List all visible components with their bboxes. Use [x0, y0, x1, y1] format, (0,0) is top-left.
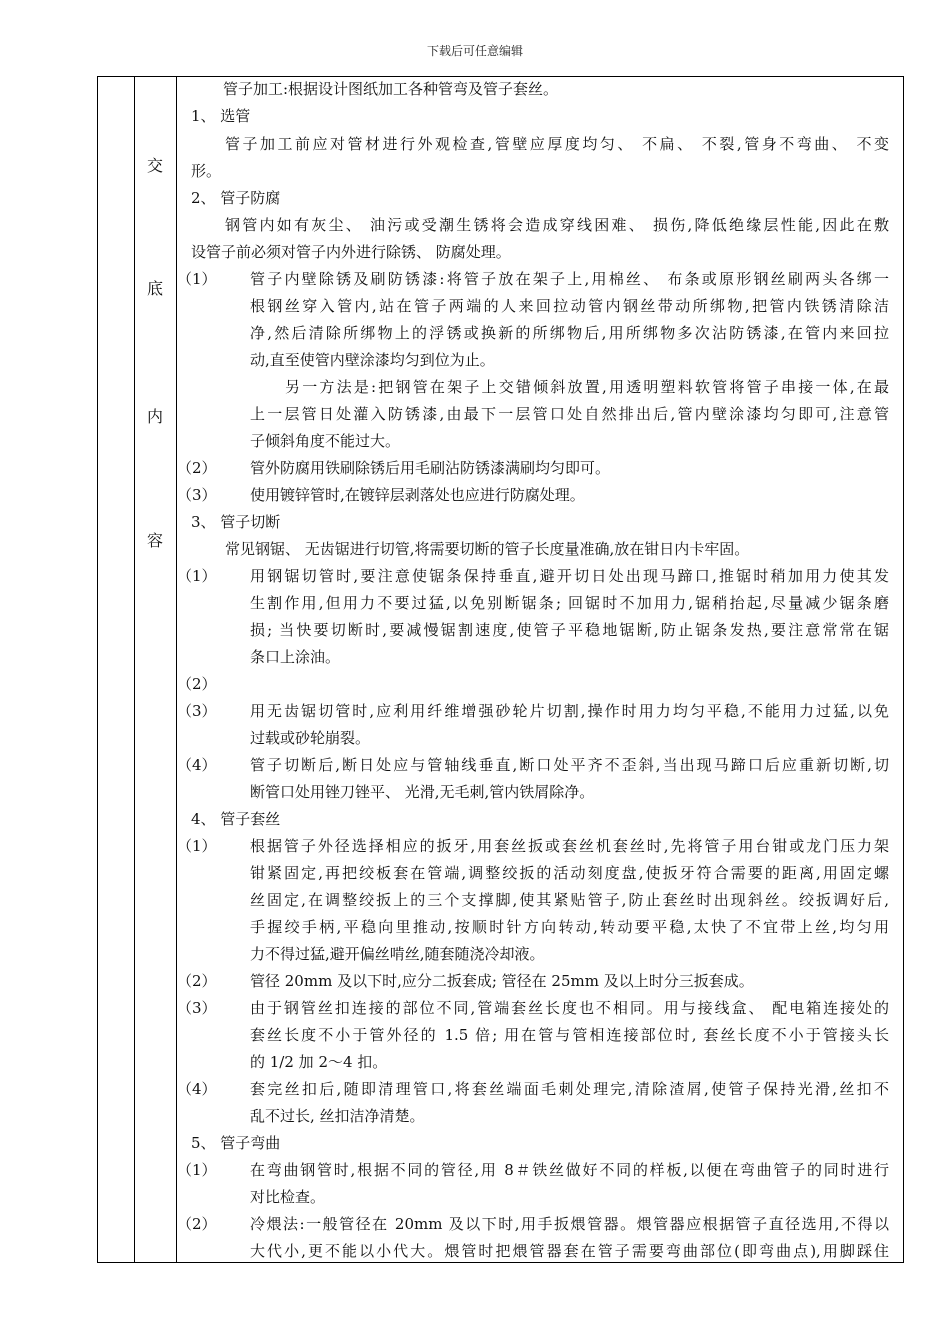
paragraph-line: 生割作用,但用力不要过猛,以免别断锯条; 回锯时不加用力,锯稍抬起,尽量减少锯条磨	[250, 594, 889, 612]
side-label-nei: 内	[146, 407, 163, 426]
section-heading: 5、 管子弯曲	[191, 1134, 281, 1152]
paragraph-line: 常见钢锯、 无齿锯进行切管,将需要切断的管子长度量准确,放在钳日内卡牢固。	[225, 540, 750, 558]
item-number: （3）	[177, 999, 217, 1017]
item-number: （2）	[177, 675, 217, 693]
paragraph-line: 管外防腐用铁刷除锈后用毛刷沾防锈漆满刷均匀即可。	[250, 459, 611, 477]
paragraph-line: 管子切断后,断日处应与管轴线垂直,断口处平齐不歪斜,当出现马蹄口后应重新切断,切	[250, 756, 889, 774]
section-heading: 4、 管子套丝	[191, 810, 281, 828]
paragraph-line: 钢管内如有灰尘、 油污或受潮生锈将会造成穿线困难、 损伤,降低绝缘层性能,因此在敷	[225, 216, 889, 234]
item-number: （1）	[177, 567, 217, 585]
item-number: （3）	[177, 486, 217, 504]
paragraph-line: 乱不过长, 丝扣洁净清楚。	[250, 1107, 425, 1125]
paragraph-line: 钳紧固定,再把绞板套在管端,调整绞扳的活动刻度盘,使扳牙符合需要的距离,用固定螺	[250, 864, 889, 882]
paragraph-line: 大代小,更不能以小代大。煨管时把煨管器套在管子需要弯曲部位(即弯曲点),用脚踩住	[250, 1242, 889, 1260]
side-label-di: 底	[146, 279, 163, 298]
section-heading: 3、 管子切断	[191, 513, 281, 531]
paragraph-line: 力不得过猛,避开偏丝啃丝,随套随浇冷却液。	[250, 945, 545, 963]
handover-table	[97, 76, 904, 1263]
item-number: （1）	[177, 837, 217, 855]
paragraph-line: 根据管子外径选择相应的扳牙,用套丝扳或套丝机套丝时,先将管子用台钳或龙门压力架	[250, 837, 889, 855]
item-number: （1）	[177, 270, 217, 288]
paragraph-line: 使用镀锌管时,在镀锌层剥落处也应进行防腐处理。	[250, 486, 585, 504]
item-number: （3）	[177, 702, 217, 720]
paragraph-line: 对比检查。	[250, 1188, 326, 1206]
table-divider-left	[134, 77, 135, 1262]
paragraph-line: 丝固定,在调整绞扳上的三个支撑脚,使其紧贴管子,防止套丝时出现斜丝。绞扳调好后,	[250, 891, 889, 909]
paragraph-line: 损; 当快要切断时,要减慢锯割速度,使管子平稳地锯断,防止锯条发热,要注意常常在锯	[250, 621, 889, 639]
paragraph-line: 条口上涂油。	[250, 648, 341, 666]
paragraph-line: 断管口处用锉刀锉平、 光滑,无毛刺,管内铁屑除净。	[250, 783, 595, 801]
paragraph-line: 净,然后清除所绑物上的浮锈或换新的所绑物后,用所绑物多次沾防锈漆,在管内来回拉	[250, 324, 889, 342]
paragraph-line: 在弯曲钢管时,根据不同的管径,用 8＃铁丝做好不同的样板,以便在弯曲管子的同时进行	[250, 1161, 889, 1179]
paragraph-line: 子倾斜角度不能过大。	[250, 432, 401, 450]
paragraph-line: 管径 20mm 及以下时,应分二扳套成; 管径在 25mm 及以上时分三扳套成。	[250, 972, 754, 990]
paragraph-line: 上一层管日处灌入防锈漆,由最下一层管口处自然排出后,管内壁涂漆均匀即可,注意管	[250, 405, 889, 423]
side-label-rong: 容	[146, 531, 163, 550]
paragraph-line: 过载或砂轮崩裂。	[250, 729, 371, 747]
paragraph-line: 冷煨法:一般管径在 20mm 及以下时,用手扳煨管器。煨管器应根据管子直径选用,不得以	[250, 1215, 889, 1233]
paragraph-line: 管子加工前应对管材进行外观检查,管壁应厚度均匀、 不扁、 不裂,管身不弯曲、 不变	[225, 135, 889, 153]
page-header: 下载后可任意编辑	[426, 44, 523, 58]
paragraph-line: 管子加工:根据设计图纸加工各种管弯及管子套丝。	[223, 80, 559, 98]
paragraph-line: 形。	[191, 162, 222, 180]
paragraph-line: 套完丝扣后,随即清理管口,将套丝端面毛刺处理完,清除渣屑,使管子保持光滑,丝扣不	[250, 1080, 889, 1098]
item-number: （4）	[177, 1080, 217, 1098]
item-number: （2）	[177, 459, 217, 477]
item-number: （2）	[177, 1215, 217, 1233]
paragraph-line: 另一方法是:把钢管在架子上交错倾斜放置,用透明塑料软管将管子串接一体,在最	[285, 378, 889, 396]
item-number: （4）	[177, 756, 217, 774]
section-heading: 2、 管子防腐	[191, 189, 281, 207]
item-number: （2）	[177, 972, 217, 990]
section-heading: 1、 选管	[191, 107, 251, 125]
paragraph-line: 手握绞手柄,平稳向里推动,按顺时针方向转动,转动要平稳,太快了不宜带上丝,均匀用	[250, 918, 889, 936]
item-number: （1）	[177, 1161, 217, 1179]
paragraph-line: 由于钢管丝扣连接的部位不同,管端套丝长度也不相同。用与接线盒、 配电箱连接处的	[250, 999, 889, 1017]
side-label-jiao: 交	[146, 156, 163, 175]
paragraph-line: 动,直至使管内壁涂漆均匀到位为止。	[250, 351, 495, 369]
paragraph-line: 设管子前必须对管子内外进行除锈、 防腐处理。	[191, 243, 511, 261]
paragraph-line: 用钢锯切管时,要注意使锯条保持垂直,避开切日处出现马蹄口,推锯时稍加用力使其发	[250, 567, 889, 585]
paragraph-line: 套丝长度不小于管外径的 1.5 倍; 用在管与管相连接部位时, 套丝长度不小于管接头长	[250, 1026, 889, 1044]
paragraph-line: 根钢丝穿入管内,站在管子两端的人来回拉动管内钢丝带动所绑物,把管内铁锈清除洁	[250, 297, 889, 315]
paragraph-line: 管子内壁除锈及刷防锈漆:将管子放在架子上,用棉丝、 布条或原形钢丝刷两头各绑一	[250, 270, 889, 288]
paragraph-line: 的 1/2 加 2～4 扣。	[250, 1053, 388, 1071]
paragraph-line: 用无齿锯切管时,应利用纤维增强砂轮片切割,操作时用力均匀平稳,不能用力过猛,以免	[250, 702, 889, 720]
